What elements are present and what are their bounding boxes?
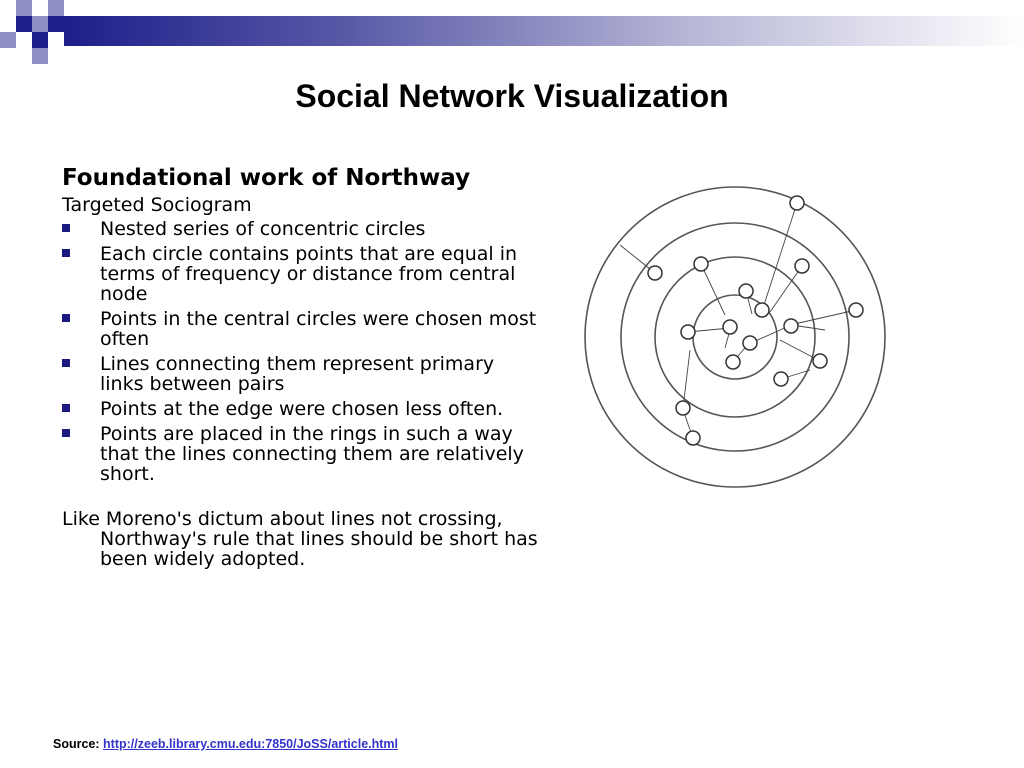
header-decoration	[0, 0, 1024, 60]
sociogram-ring-second	[655, 257, 815, 417]
source-link[interactable]: http://zeeb.library.cmu.edu:7850/JoSS/article.html	[103, 737, 399, 751]
bullet-list	[62, 219, 542, 484]
source-label: Source:	[53, 737, 100, 751]
decor-square	[32, 32, 48, 48]
bullet-square-icon	[62, 314, 70, 322]
bullet-square-icon	[62, 359, 70, 367]
bullet-item	[62, 399, 542, 419]
bullet-square-icon	[62, 404, 70, 412]
bullet-item	[62, 309, 542, 349]
section-subheading: Targeted Sociogram	[62, 194, 252, 216]
slide-body	[62, 164, 542, 569]
bullet-text: Points are placed in the rings in such a way that the lines connecting them are relatively short.	[100, 423, 524, 485]
bullet-item	[62, 244, 542, 304]
bullet-text: Each circle contains points that are equal in terms of frequency or distance from central node	[100, 243, 518, 305]
decor-square	[0, 32, 16, 48]
bullet-text: Points in the central circles were chosen most often	[100, 308, 537, 350]
sociogram-ring-outer	[585, 187, 885, 487]
bullet-text: Points at the edge were chosen less often.	[100, 398, 504, 420]
bullet-square-icon	[62, 429, 70, 437]
source-citation	[53, 737, 398, 751]
bullet-item	[62, 354, 542, 394]
decor-square	[48, 0, 64, 16]
header-gradient-bar	[64, 16, 1024, 46]
closing-paragraph: Like Moreno's dictum about lines not crossing, Northway's rule that lines should be short has been widely adopted.	[62, 508, 538, 570]
bullet-item	[62, 219, 542, 239]
bullet-text: Nested series of concentric circles	[100, 218, 426, 240]
slide-title: Social Network Visualization	[295, 78, 729, 114]
decor-square	[16, 16, 32, 32]
decor-square	[16, 0, 32, 16]
bullet-square-icon	[62, 224, 70, 232]
decor-square	[48, 16, 64, 32]
bullet-square-icon	[62, 249, 70, 257]
section-heading: Foundational work of Northway	[62, 165, 471, 191]
decor-square	[32, 48, 48, 64]
decor-square	[32, 16, 48, 32]
decor-square	[0, 0, 16, 16]
bullet-item	[62, 424, 542, 484]
target-sociogram-image	[575, 170, 895, 490]
bullet-text: Lines connecting them represent primary links between pairs	[100, 353, 495, 395]
